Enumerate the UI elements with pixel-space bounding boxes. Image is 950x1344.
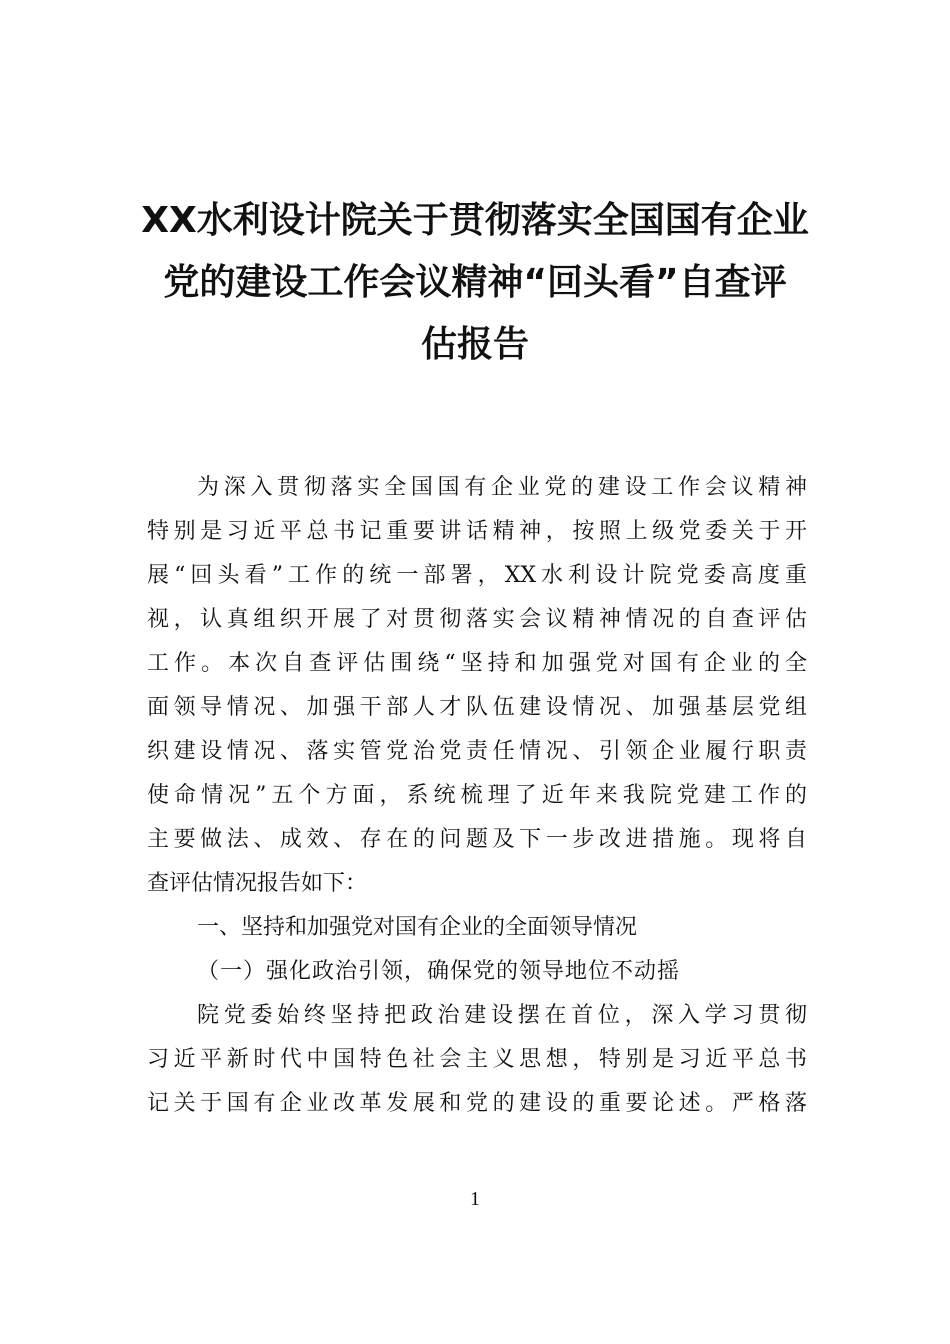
- section-heading: 一、坚持和加强党对国有企业的全面领导情况: [197, 915, 638, 940]
- paragraph-line: 查评估情况报告如下：: [147, 871, 368, 896]
- paragraph-line: 主要做法、成效、存在的问题及下一步改进措施。现将自: [147, 827, 807, 852]
- title-line: 党的建设工作会议精神“回头看”自查评: [163, 262, 787, 303]
- paragraph-line: 记关于国有企业改革发展和党的建设的重要论述。严格落: [147, 1091, 807, 1116]
- paragraph-line: 习近平新时代中国特色社会主义思想，特别是习近平总书: [147, 1047, 807, 1072]
- title-line: 估报告: [420, 324, 529, 365]
- intro-paragraph: [147, 466, 807, 906]
- paragraph-line: 特别是习近平总书记重要讲话精神，按照上级党委关于开: [147, 519, 807, 544]
- section-paragraph: [147, 994, 807, 1126]
- paragraph-line: 展“回头看”工作的统一部署，XX水利设计院党委高度重: [147, 563, 807, 588]
- paragraph-line: 使命情况”五个方面，系统梳理了近年来我院党建工作的: [147, 783, 807, 808]
- subsection-heading: （一）强化政治引领，确保党的领导地位不动摇: [197, 959, 681, 984]
- paragraph-line: 工作。本次自查评估围绕“坚持和加强党对国有企业的全: [147, 651, 807, 676]
- paragraph-line: 面领导情况、加强干部人才队伍建设情况、加强基层党组: [147, 695, 807, 720]
- paragraph-line: 织建设情况、落实管党治党责任情况、引领企业履行职责: [147, 739, 807, 764]
- paragraph-line: 视，认真组织开展了对贯彻落实会议精神情况的自查评估: [147, 607, 807, 632]
- title-line: XX水利设计院关于贯彻落实全国国有企业: [141, 200, 809, 241]
- document-body: [147, 466, 807, 1126]
- paragraph-line: 院党委始终坚持把政治建设摆在首位，深入学习贯彻: [197, 1003, 807, 1028]
- document-title: [140, 190, 810, 376]
- page-number: 1: [470, 1188, 480, 1210]
- paragraph-line: 为深入贯彻落实全国国有企业党的建设工作会议精神: [197, 475, 807, 500]
